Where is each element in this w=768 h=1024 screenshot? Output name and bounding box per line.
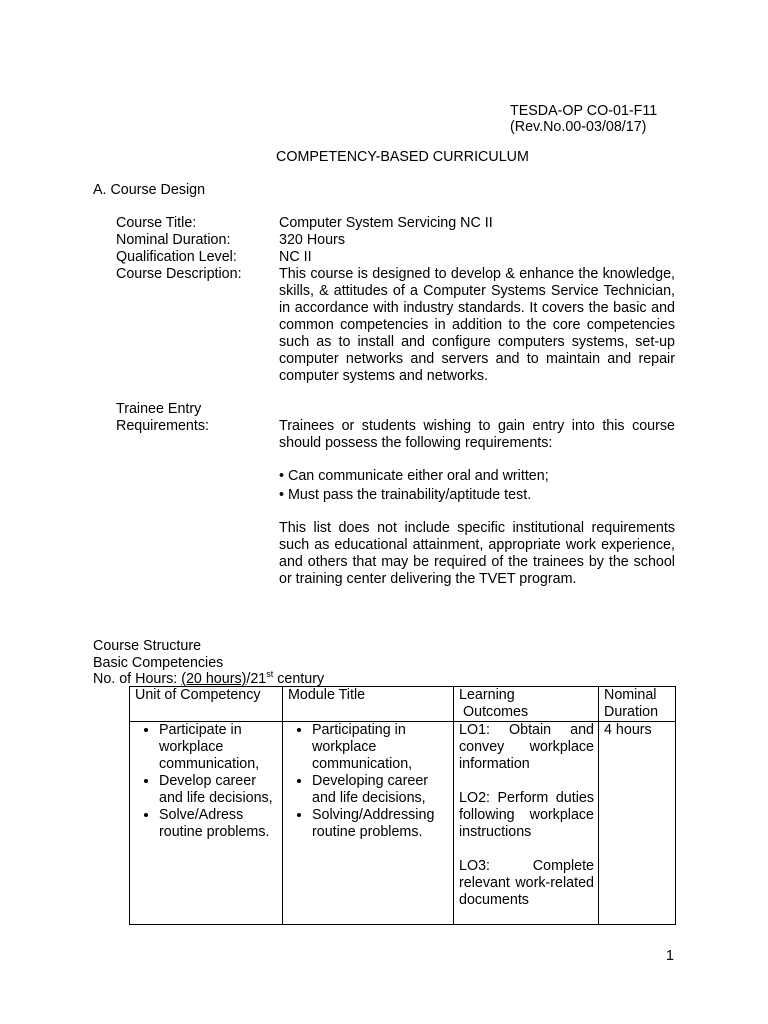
document-title: COMPETENCY-BASED CURRICULUM [276,149,529,165]
list-item: • Solve/Adress routine problems. [159,807,278,841]
header-unit-of-competency: Unit of Competency [130,687,283,722]
course-title-label: Course Title: [116,215,197,231]
page-number: 1 [666,948,674,964]
list-item: • Participating in workplace communication, [312,722,449,773]
course-structure-heading: Course Structure [93,638,202,654]
requirements-label: Requirements: [116,418,209,434]
learning-outcome: LO2: Perform duties following workplace instructions [459,790,594,840]
list-item: • Developing career and life decisions, [312,773,449,807]
list-item: • Develop career and life decisions, [159,773,278,807]
entry-requirements-note: This list does not include specific institutional requirements such as educational attainment, appropriate work experience, and others that may be required of the trainees by the school or training center delivering the TVET program. [279,520,675,587]
course-title-value: Computer System Servicing NC II [279,215,493,231]
trainee-entry-label: Trainee Entry [116,401,202,417]
header-learning-outcomes: Learning Outcomes [454,687,599,722]
module-titles-cell [283,722,454,925]
form-code: TESDA-OP CO-01-F11 [510,103,658,119]
entry-requirement-item: • Must pass the trainability/aptitude test. [279,487,531,504]
qualification-level-value: NC II [279,249,312,265]
units-of-competency-cell [130,722,283,925]
header-nominal-duration: Nominal Duration [599,687,676,722]
nominal-duration-label: Nominal Duration: [116,232,231,248]
number-of-hours: No. of Hours: (20 hours)/21st century [93,669,325,687]
header-module-title: Module Title [283,687,454,722]
competency-table [129,686,676,925]
learning-outcome: LO3: Complete relevant work-related documents [459,858,594,908]
list-item: • Participate in workplace communication, [159,722,278,773]
entry-requirement-item: • Can communicate either oral and written; [279,468,549,485]
section-heading-course-design: A. Course Design [93,182,206,198]
qualification-level-label: Qualification Level: [116,249,237,265]
table-header-row [130,687,676,722]
learning-outcomes-cell [454,722,599,925]
revision-number: (Rev.No.00-03/08/17) [510,119,647,135]
course-description-label: Course Description: [116,266,242,282]
course-description-text: This course is designed to develop & enhance the knowledge, skills, & attitudes of a Computer Systems Service Technician, in accordance with industry standards. It covers the basic and common competencies in addition to the core competencies such as to install and configure computers systems, set-up computer networks and servers and to maintain and repair computer systems and networks. [279,266,675,384]
entry-requirements-intro: Trainees or students wishing to gain entry into this course should possess the following requirements: [279,418,675,451]
list-item: • Solving/Addressing routine problems. [312,807,449,841]
basic-competencies-heading: Basic Competencies [93,655,224,671]
nominal-duration-cell: 4 hours [599,722,676,925]
nominal-duration-value: 320 Hours [279,232,345,248]
table-row [130,722,676,925]
learning-outcome: LO1: Obtain and convey workplace information [459,722,594,772]
